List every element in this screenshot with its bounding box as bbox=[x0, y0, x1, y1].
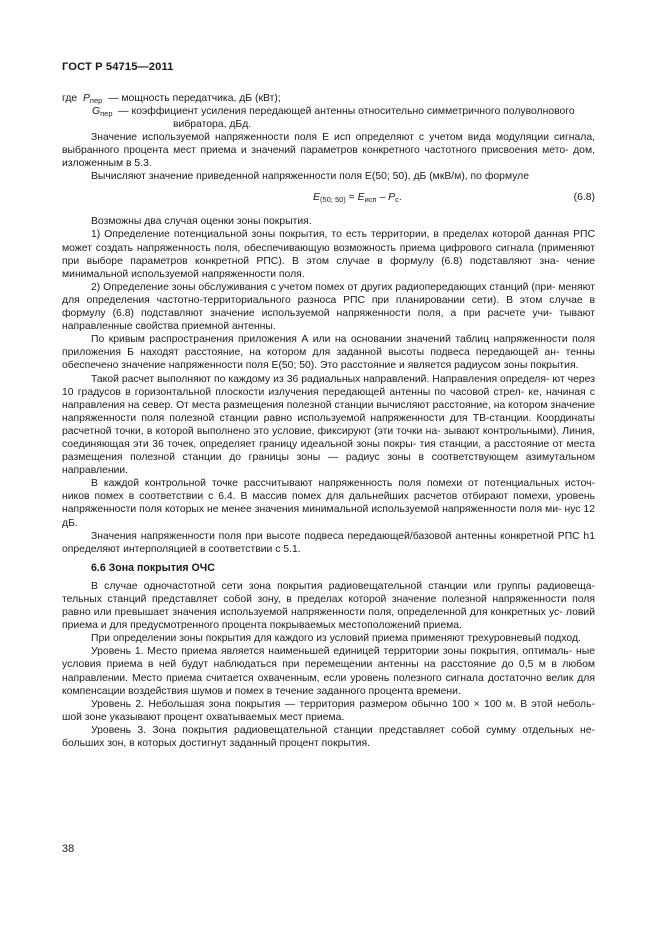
paragraph-8: В каждой контрольной точке рассчитывают напряженность поля помехи от потенциальных источ- ников помех в соответствии с 6.4. В массив помех для дальнейших расчетов отбирают помехи, уровень напряженности поля которых не менее значения минимальной используемой напряженности поля ми- нус 12 дБ. bbox=[62, 478, 595, 529]
paragraph-13: Уровень 2. Небольшая зона покрытия — территория размером обычно 100 × 100 м. В этой неболь- шой зоне указывают процент охватываемых мест приема. bbox=[62, 698, 595, 723]
paragraph-6: По кривым распространения приложения А или на основании значений таблиц напряженности поля приложения Б находят расстояние, на котором для заданной высоты подвеса передающей ан- тенны обеспечено значение напряженности поля E(50; 50). Это расстояние и является радиусом зоны покрытия. bbox=[62, 334, 595, 372]
formula-e: E bbox=[357, 192, 365, 204]
formula-dot: . bbox=[398, 192, 402, 204]
paragraph-14: Уровень 3. Зона покрытия радиовещательной станции представляет собой сумму отдельных не- больших зон, в которых достигнут заданный процент покрытия. bbox=[62, 724, 595, 750]
formula-eq: = bbox=[345, 192, 358, 204]
formula-p: P bbox=[388, 192, 396, 204]
definition-g-continuation: вибратора, дБд. bbox=[173, 119, 252, 130]
document-header: ГОСТ Р 54715—2011 bbox=[62, 61, 174, 73]
paragraph-4: 1) Определение потенциальной зоны покрытия, то есть территории, в пределах которой данная РПС может создать напряженность поля, обеспечивающую возможность приема цифрового сигнала (применяют при выборе параметров конкретной РПС). В этом случае в формулу (6.8) подставляют зна- чение минимальной используемой напряженности поля. bbox=[62, 229, 595, 280]
symbol-g-sub: пер bbox=[100, 109, 113, 118]
paragraph-7: Такой расчет выполняют по каждому из 36 радиальных направлений. Направления определя- ют через 10 градусов в горизонтальной плоскости излучения передающей антенны по часовой стрел- ке, начиная с направления на север. От места размещения полезной станции вычисляют расстояние, на котором значение напряженности поля полезной станции равно используемой напряженности для ТВ-станции. Координаты расчетной точки, в которой выполнено это условие, фиксируют (эти точки на- зывают контрольными). Линия, соединяющая эти 36 точек, определяет границу идеальной зоны покры- тия станции, а расстояние от места размещения полезной станции до границы зоны — радиус зоны в соответствующем азимутальном направлении. bbox=[62, 373, 595, 477]
formula-minus: – bbox=[376, 192, 389, 204]
where-g-line bbox=[92, 105, 575, 118]
paragraph-1: Значение используемой напряженности поля E исп определяют с учетом вида модуляции сигнала, выбранного процента мест приема и значений параметров конкретного частотного присвоения мето- дом, изложенным в 5.3. bbox=[62, 132, 595, 170]
symbol-p: P bbox=[82, 93, 90, 104]
formula-lhs-sub: (50; 50) bbox=[319, 195, 346, 205]
paragraph-5: 2) Определение зоны обслуживания с учетом помех от других радиопередающих станций (при- меняют для определения частотно-территориального разноса РПС при планировании сети). В этом случае в формулу (6.8) подставляют значение используемой напряженности поля, а при расчете учи- тывают направленные свойства приемной антенны. bbox=[62, 281, 595, 333]
formula-number: (6.8) bbox=[573, 192, 595, 204]
formula-e-sub: исп bbox=[364, 195, 377, 205]
document-body bbox=[62, 92, 595, 750]
paragraph-2: Вычисляют значение приведенной напряженности поля E(50; 50), дБ (мкВ/м), по формуле bbox=[91, 171, 530, 183]
paragraph-11: При определении зоны покрытия для каждого из условий приема применяют трехуровневый подход. bbox=[91, 633, 581, 645]
formula-p-sub: с bbox=[395, 195, 399, 205]
paragraph-10: В случае одночастотной сети зона покрытия радиовещательной станции или группы радиовеща- тельных станций представляет собой зону, в пределах которой значение полезной напряженности поля равно или превышает значения используемой напряженности поля, определенной для конкретных ус- ловий приема и для предусмотренного процента покрываемых местоположений приема. bbox=[62, 580, 595, 632]
formula-lhs: E bbox=[313, 192, 320, 204]
paragraph-12: Уровень 1. Место приема является наименьшей единицей территории зоны покрытия, оптималь- ные условия приема в ней будут наблюдаться при перемещении антенны на расстояние до 0,5 м в любом направлении. Место приема считается охваченным, если уровень полезного сигнала достаточно велик для компенсации воздействия шумов и помех в течение заданного процента времени. bbox=[62, 646, 595, 697]
formula-expression bbox=[313, 191, 402, 204]
definition-g: — коэффициент усиления передающей антенны относительно симметричного полуволнового bbox=[118, 106, 575, 117]
where-label: где bbox=[62, 93, 78, 104]
where-block bbox=[62, 92, 595, 131]
section-title: 6.6 Зона покрытия ОЧС bbox=[91, 561, 215, 574]
formula-6-8 bbox=[62, 183, 595, 215]
symbol-g: G bbox=[92, 106, 101, 117]
symbol-p-sub: пер bbox=[89, 96, 103, 105]
definition-p: — мощность передатчика, дБ (кВт); bbox=[108, 93, 281, 104]
paragraph-9: Значения напряженности поля при высоте подвеса передающей/базовой антенны конкретной РПС h1 определяют интерполяцией в соответствии с 5.1. bbox=[62, 530, 595, 555]
page-number: 38 bbox=[62, 843, 75, 855]
where-p-line bbox=[62, 92, 281, 105]
paragraph-3: Возможны два случая оценки зоны покрытия. bbox=[91, 216, 312, 228]
